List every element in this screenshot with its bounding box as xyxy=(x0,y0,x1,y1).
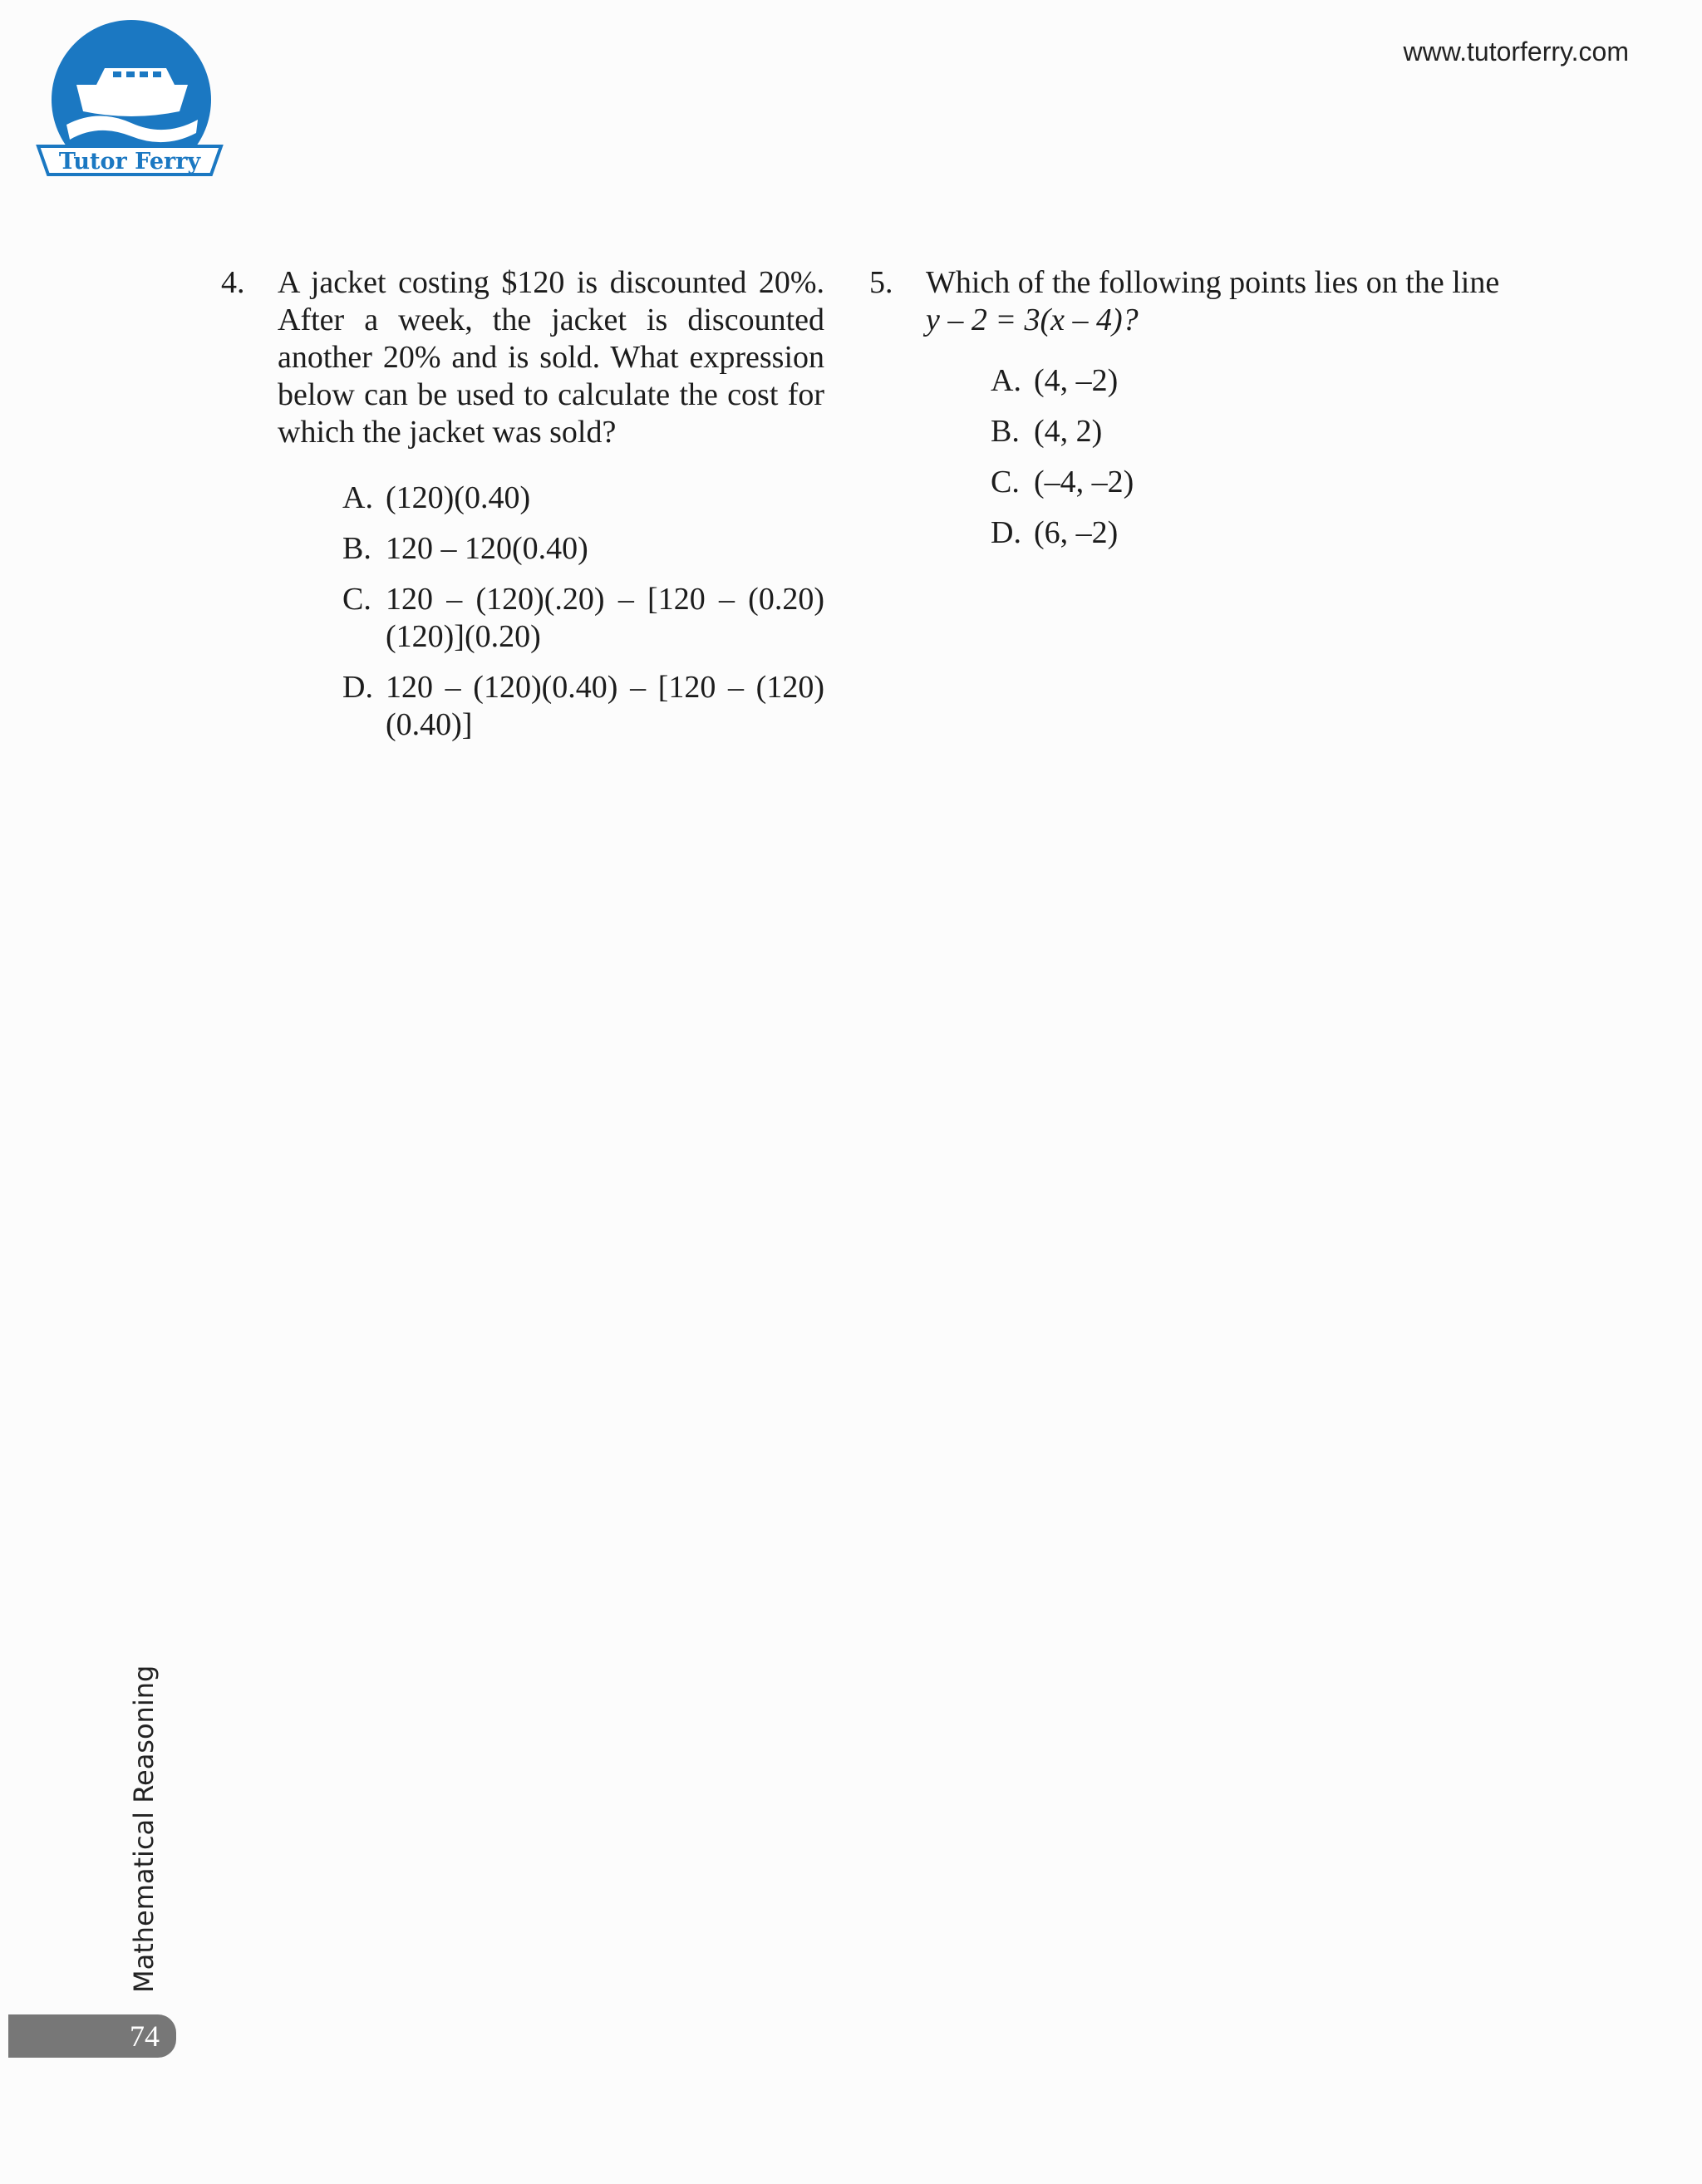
answer-option-b xyxy=(342,530,824,568)
option-letter: C. xyxy=(991,465,1020,499)
option-letter: D. xyxy=(991,515,1021,550)
option-letter: A. xyxy=(342,480,373,515)
option-letter: B. xyxy=(342,531,371,566)
page-number: 74 xyxy=(8,2014,176,2058)
answer-option-d xyxy=(342,669,824,744)
question-text: A jacket costing $120 is discounted 20%. After a week, the jacket is discounted another 20% and is sold. What expression below can be used to calculate the cost for which the jacket was sold? xyxy=(278,265,824,450)
answer-option-c xyxy=(991,464,1501,501)
question-stem: Which of the following points lies on the line xyxy=(926,265,1500,300)
option-letter: A. xyxy=(991,363,1021,398)
question-text xyxy=(926,264,1501,339)
option-text: 120 – (120)(.20) – [120 – (0.20)(120)](0.20) xyxy=(386,582,824,654)
question-4 xyxy=(221,264,824,757)
option-text: 120 – 120(0.40) xyxy=(386,531,588,566)
option-text: (6, –2) xyxy=(1034,515,1119,550)
line-equation: y – 2 = 3(x – 4)? xyxy=(926,303,1139,337)
option-letter: B. xyxy=(991,414,1020,449)
question-number: 4. xyxy=(221,265,245,300)
question-number: 5. xyxy=(869,265,893,300)
section-title: Mathematical Reasoning xyxy=(128,1665,160,1993)
question-5 xyxy=(869,264,1501,565)
option-text: (–4, –2) xyxy=(1034,465,1134,499)
option-text: (120)(0.40) xyxy=(386,480,531,515)
answer-option-c xyxy=(342,581,824,656)
answer-option-a xyxy=(342,480,824,517)
option-letter: C. xyxy=(342,582,371,617)
option-text: 120 – (120)(0.40) – [120 – (120)(0.40)] xyxy=(386,670,824,742)
answer-option-b xyxy=(991,413,1501,450)
answer-option-a xyxy=(991,362,1501,400)
option-text: (4, 2) xyxy=(1034,414,1103,449)
option-text: (4, –2) xyxy=(1034,363,1119,398)
answer-option-d xyxy=(991,514,1501,552)
tutor-ferry-logo xyxy=(33,18,224,176)
option-letter: D. xyxy=(342,670,373,705)
answer-options xyxy=(991,362,1501,552)
answer-options xyxy=(342,480,824,744)
website-url: www.tutorferry.com xyxy=(1403,37,1629,66)
svg-text:Tutor Ferry: Tutor Ferry xyxy=(58,149,201,175)
